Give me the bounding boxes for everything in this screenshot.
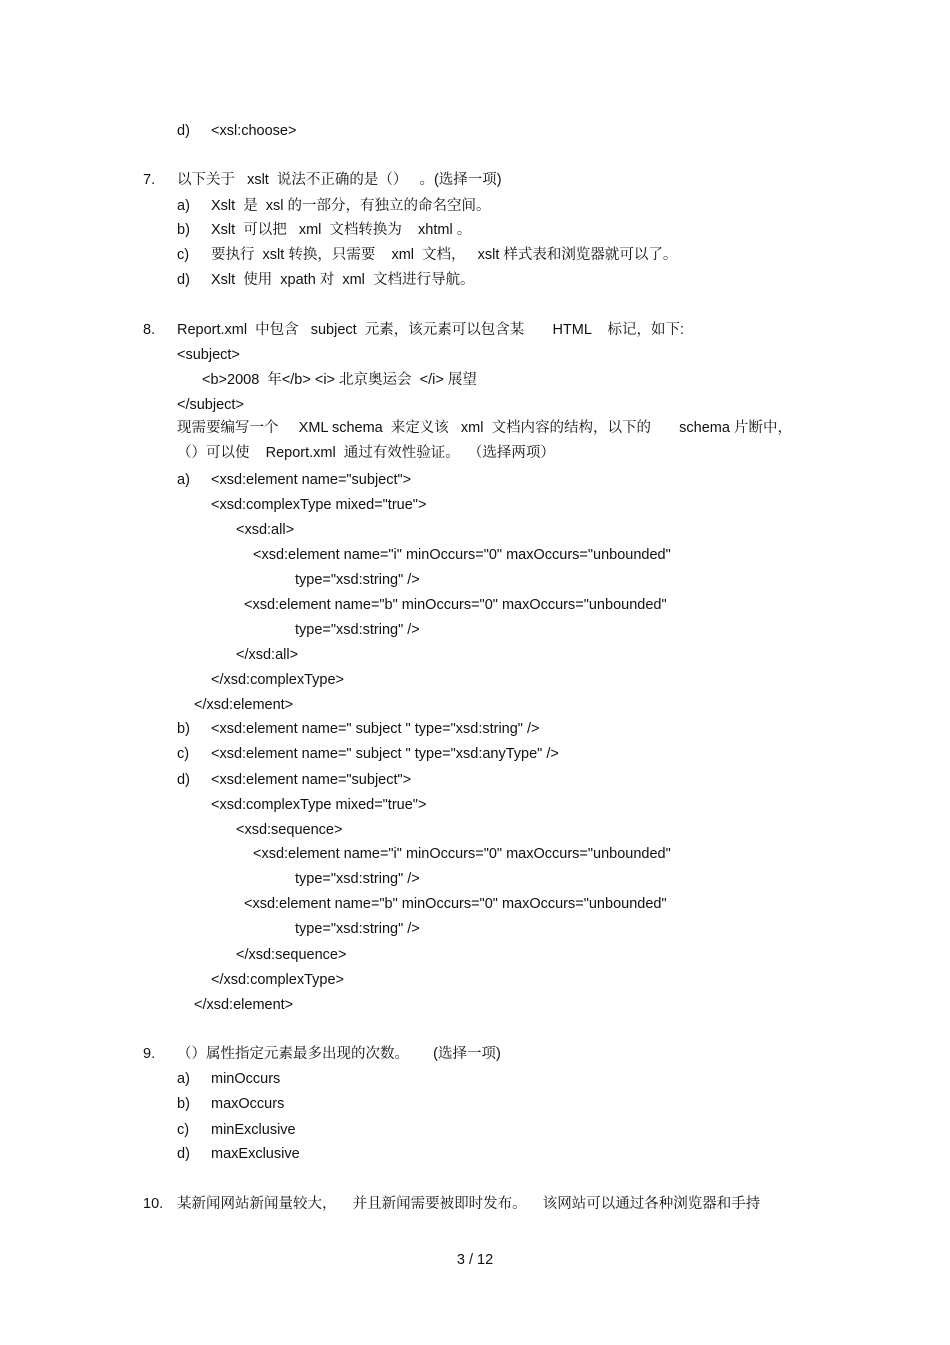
q7-option-d-letter: d) <box>177 272 190 288</box>
q8-option-a-code-line: <xsd:all> <box>236 522 295 538</box>
q8-option-a-code-line: <xsd:element name="b" minOccurs="0" maxOccurs="unbounded" <box>244 597 667 613</box>
q8-number: 8. <box>143 322 156 338</box>
q9-option-a-text: minOccurs <box>211 1071 281 1087</box>
q8-option-a-code-line: <xsd:complexType mixed="true"> <box>211 497 427 513</box>
q9-option-c-letter: c) <box>177 1122 190 1138</box>
q8-option-d-code-line: <xsd:element name="subject"> <box>211 772 412 788</box>
q8-option-d-code-line: </xsd:element> <box>194 997 294 1013</box>
q8-option-a-code-line: type="xsd:string" /> <box>295 622 420 638</box>
q8-sample-line: <b>2008 年</b> <i> 北京奥运会 </i> 展望 <box>202 372 477 388</box>
q6-option-d-letter: d) <box>177 123 190 139</box>
q8-stem-line: （）可以使 Report.xml 通过有效性验证。 （选择两项） <box>177 445 555 461</box>
q7-stem: 以下关于 xslt 说法不正确的是（） 。(选择一项) <box>177 172 502 188</box>
q9-option-b-letter: b) <box>177 1096 190 1112</box>
q8-option-c-letter: c) <box>177 746 190 762</box>
q7-option-c-text: 要执行 xslt 转换，只需要 xml 文档， xslt 样式表和浏览器就可以了。 <box>211 247 678 263</box>
q10-stem: 某新闻网站新闻量较大， 并且新闻需要被即时发布。 该网站可以通过各种浏览器和手持 <box>177 1196 761 1212</box>
q9-option-d-text: maxExclusive <box>211 1146 300 1162</box>
q9-option-b-text: maxOccurs <box>211 1096 285 1112</box>
q8-option-b-text: <xsd:element name=" subject " type="xsd:string" /> <box>211 721 540 737</box>
q8-option-d-code-line: <xsd:sequence> <box>236 822 343 838</box>
q8-sample-line: </subject> <box>177 397 244 413</box>
q8-stem: Report.xml 中包含 subject 元素，该元素可以包含某 HTML 标记，如下: <box>177 322 685 338</box>
q8-option-d-code-line: </xsd:complexType> <box>211 972 344 988</box>
q8-option-d-code-line: <xsd:element name="i" minOccurs="0" maxOccurs="unbounded" <box>253 846 671 862</box>
q8-stem-line: 现需要编写一个 XML schema 来定义该 xml 文档内容的结构，以下的 schema 片断中， <box>177 420 792 436</box>
q9-option-a-letter: a) <box>177 1071 190 1087</box>
q7-option-b-letter: b) <box>177 222 190 238</box>
q7-option-c-letter: c) <box>177 247 190 263</box>
q8-option-a-code-line: type="xsd:string" /> <box>295 572 420 588</box>
q8-sample-line: <subject> <box>177 347 240 363</box>
q8-option-a-code-line: <xsd:element name="i" minOccurs="0" maxOccurs="unbounded" <box>253 547 671 563</box>
q7-option-b-text: Xslt 可以把 xml 文档转换为 xhtml 。 <box>211 222 472 238</box>
q8-option-d-code-line: </xsd:sequence> <box>236 947 347 963</box>
q7-option-a-letter: a) <box>177 198 190 214</box>
q8-option-d-code-line: <xsd:complexType mixed="true"> <box>211 797 427 813</box>
q9-option-c-text: minExclusive <box>211 1122 296 1138</box>
q9-option-d-letter: d) <box>177 1146 190 1162</box>
q8-option-a-code-line: </xsd:all> <box>236 647 299 663</box>
q8-option-d-code-line: type="xsd:string" /> <box>295 921 420 937</box>
q7-number: 7. <box>143 172 156 188</box>
q7-option-a-text: Xslt 是 xsl 的一部分，有独立的命名空间。 <box>211 198 491 214</box>
q8-option-d-letter: d) <box>177 772 190 788</box>
q9-stem: （）属性指定元素最多出现的次数。 (选择一项) <box>177 1046 501 1062</box>
q8-option-a-code-line: </xsd:element> <box>194 697 294 713</box>
q8-option-d-code-line: <xsd:element name="b" minOccurs="0" maxOccurs="unbounded" <box>244 896 667 912</box>
q7-option-d-text: Xslt 使用 xpath 对 xml 文档进行导航。 <box>211 272 475 288</box>
q9-number: 9. <box>143 1046 156 1062</box>
q8-option-a-code-line: </xsd:complexType> <box>211 672 344 688</box>
q8-option-a-letter: a) <box>177 472 190 488</box>
page-number: 3 / 12 <box>456 1252 494 1268</box>
q6-option-d-text: <xsl:choose> <box>211 123 297 139</box>
q8-option-d-code-line: type="xsd:string" /> <box>295 871 420 887</box>
q10-number: 10. <box>143 1196 164 1212</box>
q8-option-a-code-line: <xsd:element name="subject"> <box>211 472 412 488</box>
q8-option-c-text: <xsd:element name=" subject " type="xsd:anyType" /> <box>211 746 559 762</box>
q8-option-b-letter: b) <box>177 721 190 737</box>
